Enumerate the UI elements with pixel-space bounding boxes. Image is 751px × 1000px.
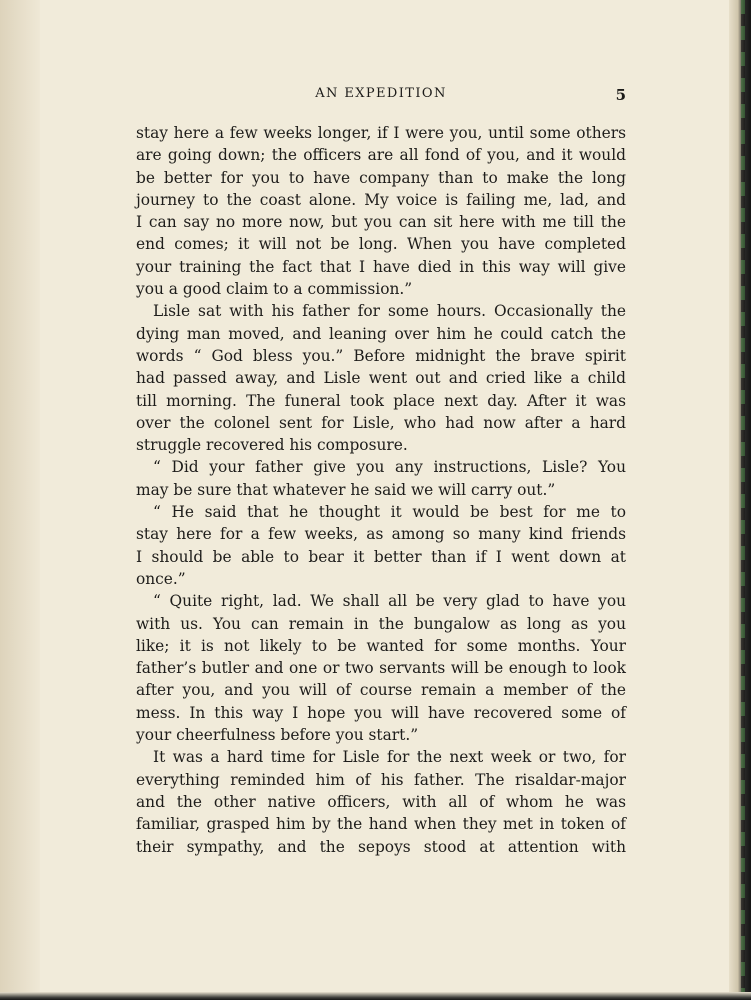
text-line: father’s butler and one or two servants will be enough to look [136,659,626,678]
text-line: after you, and you will of course remain a member of the [136,681,626,700]
text-line: I can say no more now, but you can sit here with me till the [136,213,626,232]
text-line: and the other native officers, with all of whom he was [136,792,626,811]
text-line: once.” [136,569,186,588]
text-line: journey to the coast alone. My voice is failing me, lad, and [136,190,626,209]
text-line: words “ God bless you.” Before midnight the brave spirit [136,346,626,365]
text-line: stay here a few weeks longer, if I were you, until some others [136,124,626,142]
text-line: your cheerfulness before you start.” [136,726,419,745]
text-line: you a good claim to a commission.” [136,280,413,299]
text-line: end comes; it will not be long. When you have completed [136,235,626,254]
text-line: “ He said that he thought it would be best for me to [153,503,626,522]
text-line: had passed away, and Lisle went out and cried like a child [136,369,626,388]
text-line: your training the fact that I have died in this way will give [136,257,626,276]
text-line: be better for you to have company than to make the long [136,168,626,187]
page-gutter-shadow [0,0,40,1000]
text-line: with us. You can remain in the bungalow as long as you [136,614,626,633]
text-line: over the colonel sent for Lisle, who had now after a hard [136,413,626,432]
text-line: struggle recovered his composure. [136,436,408,455]
text-line: their sympathy, and the sepoys stood at attention with [136,837,626,856]
text-line: everything reminded him of his father. The risaldar-major [136,770,626,789]
text-line: stay here for a few weeks, as among so many kind friends [136,525,626,544]
body-text [136,122,626,858]
running-title: AN EXPEDITION [315,86,447,101]
text-line: familiar, grasped him by the hand when they met in token of [136,815,626,834]
text-line: Lisle sat with his father for some hours. Occasionally the [153,302,626,321]
text-line: I should be able to bear it better than if I went down at [136,547,626,566]
text-line: till morning. The funeral took place next day. After it was [136,391,626,410]
page-number: 5 [615,86,626,104]
binding-strip [741,0,745,1000]
text-line: “ Did your father give you any instructions, Lisle? You [153,458,626,477]
text-line: like; it is not likely to be wanted for some months. Your [136,636,626,655]
text-line: dying man moved, and leaning over him he could catch the [136,324,626,343]
page-edge-bottom [0,992,751,1000]
text-line: mess. In this way I hope you will have recovered some of [136,703,626,722]
page-edge-right [729,0,751,1000]
running-head [136,86,626,108]
text-line: may be sure that whatever he said we will carry out.” [136,480,556,499]
text-line: are going down; the officers are all fond of you, and it would [136,146,626,165]
text-line: It was a hard time for Lisle for the next week or two, for [153,748,626,767]
text-line: “ Quite right, lad. We shall all be very glad to have you [153,592,626,611]
